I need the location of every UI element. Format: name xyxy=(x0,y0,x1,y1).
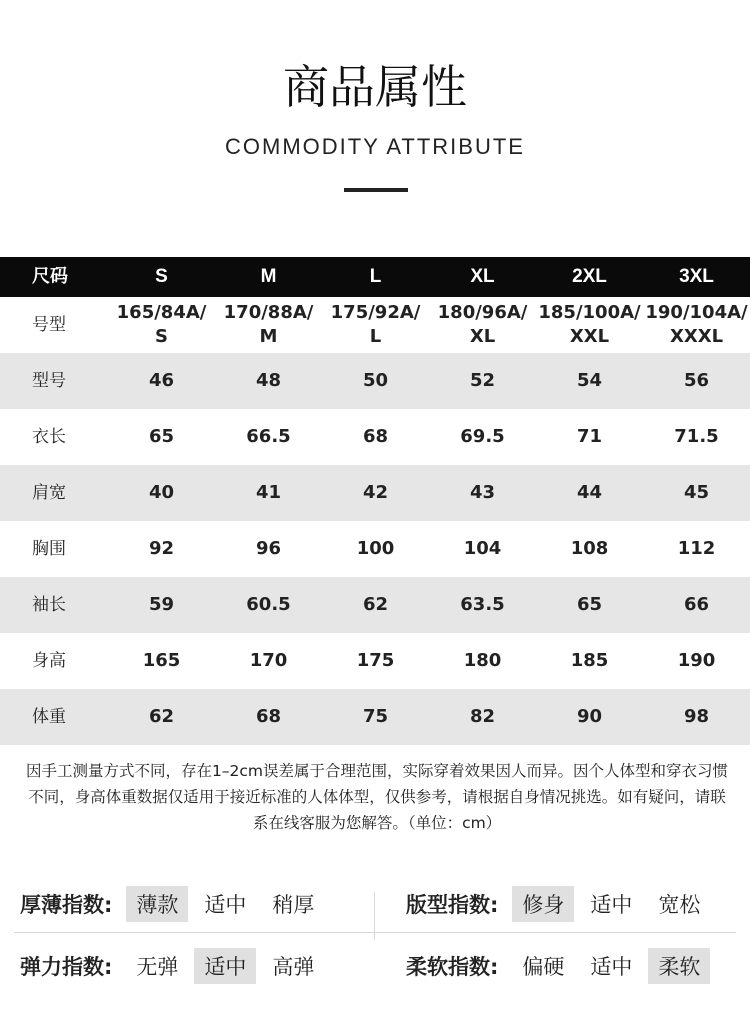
table-cell: 71.5 xyxy=(674,426,719,447)
table-cell: 185/100A/ XXL xyxy=(538,302,641,347)
table-cell: 59 xyxy=(148,594,175,615)
table-cell: 75 xyxy=(362,706,389,727)
table-cell: 44 xyxy=(576,482,603,503)
table-row xyxy=(0,633,750,689)
column-header: M xyxy=(260,266,277,287)
index-option: 适中 xyxy=(204,893,247,917)
table-header-row xyxy=(0,257,750,297)
table-cell: 71 xyxy=(576,426,603,447)
table-cell: 165 xyxy=(142,650,181,671)
size-table xyxy=(0,257,750,745)
table-cell: 62 xyxy=(362,594,389,615)
table-cell: 69.5 xyxy=(460,426,505,447)
column-header: 2XL xyxy=(572,266,607,287)
index-option: 适中 xyxy=(590,893,633,917)
table-cell: 62 xyxy=(148,706,175,727)
index-option: 薄款 xyxy=(126,886,188,922)
table-cell: 100 xyxy=(356,538,395,559)
row-label: 袖长 xyxy=(32,595,66,615)
table-cell: 185 xyxy=(570,650,609,671)
index-option: 修身 xyxy=(512,886,574,922)
index-option: 适中 xyxy=(194,948,256,984)
row-label: 胸围 xyxy=(32,539,66,559)
table-cell: 170/88A/ M xyxy=(223,302,314,347)
thickness-index xyxy=(20,884,330,924)
index-column-divider xyxy=(374,892,375,940)
table-cell: 52 xyxy=(469,370,496,391)
softness-index xyxy=(406,946,716,986)
index-option: 柔软 xyxy=(648,948,710,984)
table-row xyxy=(0,353,750,409)
table-cell: 40 xyxy=(148,482,175,503)
index-option: 稍厚 xyxy=(272,893,315,917)
table-cell: 65 xyxy=(576,594,603,615)
table-cell: 112 xyxy=(677,538,716,559)
table-row xyxy=(0,689,750,745)
table-row xyxy=(0,409,750,465)
index-option: 偏硬 xyxy=(522,955,565,979)
column-header: 3XL xyxy=(679,266,714,287)
table-cell: 41 xyxy=(255,482,282,503)
table-body xyxy=(0,297,750,745)
row-label: 体重 xyxy=(32,707,66,727)
table-cell: 66 xyxy=(683,594,710,615)
column-header: 尺码 xyxy=(32,266,68,287)
index-divider xyxy=(14,932,736,933)
fit-index xyxy=(406,884,716,924)
table-cell: 60.5 xyxy=(246,594,291,615)
row-label: 肩宽 xyxy=(32,483,66,503)
table-cell: 104 xyxy=(463,538,502,559)
table-cell: 50 xyxy=(362,370,389,391)
table-row xyxy=(0,297,750,353)
table-cell: 108 xyxy=(570,538,609,559)
table-cell: 68 xyxy=(255,706,282,727)
index-option: 无弹 xyxy=(136,955,179,979)
table-cell: 82 xyxy=(469,706,496,727)
table-cell: 170 xyxy=(249,650,288,671)
table-row xyxy=(0,465,750,521)
index-title: 厚薄指数: xyxy=(20,893,113,917)
table-row xyxy=(0,521,750,577)
index-title: 弹力指数: xyxy=(20,955,113,979)
table-cell: 180/96A/ XL xyxy=(437,302,528,347)
page-subtitle: COMMODITY ATTRIBUTE xyxy=(225,134,525,159)
table-cell: 65 xyxy=(148,426,175,447)
table-cell: 46 xyxy=(148,370,175,391)
index-title: 柔软指数: xyxy=(406,955,499,979)
row-label: 衣长 xyxy=(32,427,66,447)
table-cell: 190 xyxy=(677,650,716,671)
index-option: 宽松 xyxy=(658,893,701,917)
index-option: 适中 xyxy=(590,955,633,979)
column-header: L xyxy=(369,266,382,287)
elasticity-index xyxy=(20,946,330,986)
column-header: S xyxy=(155,266,168,287)
table-cell: 92 xyxy=(148,538,175,559)
table-cell: 43 xyxy=(469,482,496,503)
table-cell: 42 xyxy=(362,482,389,503)
index-row xyxy=(0,946,750,986)
table-cell: 54 xyxy=(576,370,603,391)
table-cell: 68 xyxy=(362,426,389,447)
table-cell: 96 xyxy=(255,538,282,559)
table-cell: 175/92A/ L xyxy=(330,302,421,347)
table-cell: 63.5 xyxy=(460,594,505,615)
row-label: 身高 xyxy=(32,651,66,671)
table-cell: 165/84A/ S xyxy=(116,302,207,347)
index-title: 版型指数: xyxy=(406,893,499,917)
row-label: 型号 xyxy=(32,371,66,391)
measurement-note: 因手工测量方式不同，存在1–2cm误差属于合理范围，实际穿着效果因人而异。因个人体型和穿衣习惯不同，身高体重数据仅适用于接近标准的人体体型，仅供参考，请根据自身情况挑选。如有疑问，请联系在线客服为您解答。（单位：cm） xyxy=(25,762,729,832)
index-option: 高弹 xyxy=(272,955,315,979)
table-cell: 45 xyxy=(683,482,710,503)
title-divider xyxy=(344,188,408,192)
table-cell: 98 xyxy=(683,706,710,727)
page-title: 商品属性 xyxy=(283,60,467,114)
row-label: 号型 xyxy=(32,315,66,335)
column-header: XL xyxy=(470,266,495,287)
table-cell: 48 xyxy=(255,370,282,391)
index-row xyxy=(0,884,750,924)
table-row xyxy=(0,577,750,633)
table-cell: 190/104A/ XXXL xyxy=(645,302,748,347)
table-cell: 56 xyxy=(683,370,710,391)
table-cell: 175 xyxy=(356,650,395,671)
table-cell: 180 xyxy=(463,650,502,671)
table-cell: 66.5 xyxy=(246,426,291,447)
table-cell: 90 xyxy=(576,706,603,727)
